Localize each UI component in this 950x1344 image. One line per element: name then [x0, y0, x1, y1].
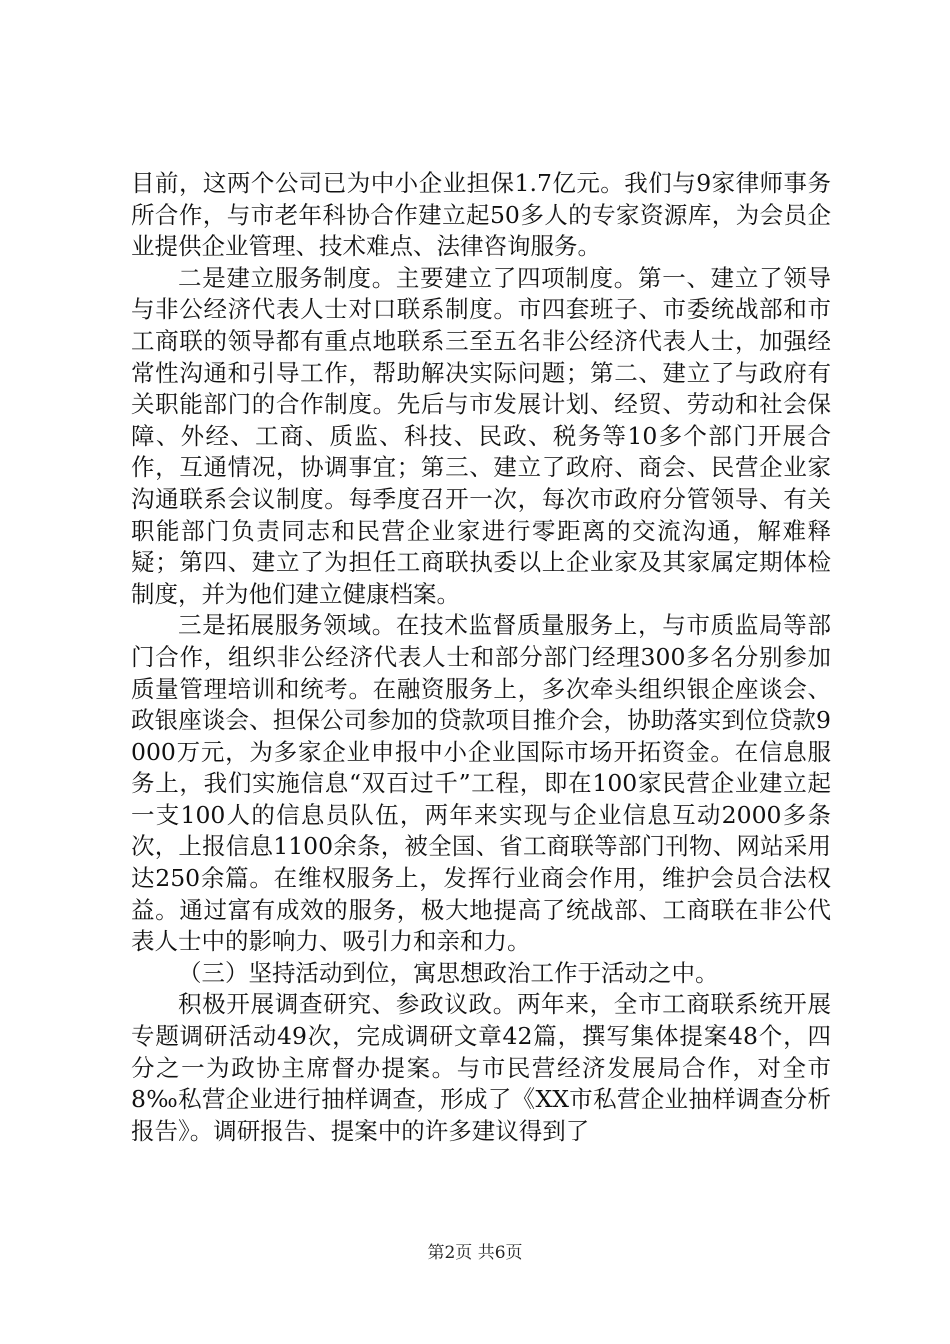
section-heading-3: （三）坚持活动到位，寓思想政治工作于活动之中。	[178, 958, 719, 987]
page-number-label: 第2页 共6页	[427, 1243, 523, 1263]
paragraph-3: 三是拓展服务领域。在技术监督质量服务上，与市质监局等部门合作，组织非公经济代表人士和部分部门经理300多名分别参加质量管理培训和统考。在融资服务上，多次牵头组织银企座谈会、政银座谈会、担保公司参加的贷款项目推介会，协助落实到位贷款9000万元，为多家企业申报中小企业国际市场开拓资金。在信息服务上，我们实施信息“双百过千”工程，即在100家民营企业建立起一支100人的信息员队伍，两年来实现与企业信息互动2000多条次，上报信息1100余条，被全国、省工商联等部门刊物、网站采用达250余篇。在维权服务上，发挥行业商会作用，维护会员合法权益。通过富有成效的服务，极大地提高了统战部、工商联在非公代表人士中的影响力、吸引力和亲和力。	[131, 611, 831, 956]
page-footer	[0, 1243, 950, 1263]
document-body	[131, 168, 831, 1147]
paragraph-2: 二是建立服务制度。主要建立了四项制度。第一、建立了领导与非公经济代表人士对口联系制度。市四套班子、市委统战部和市工商联的领导都有重点地联系三至五名非公经济代表人士，加强经常性沟通和引导工作，帮助解决实际问题；第二、建立了与政府有关职能部门的合作制度。先后与市发展计划、经贸、劳动和社会保障、外经、工商、质监、科技、民政、税务等10多个部门开展合作，互通情况，协调事宜；第三、建立了政府、商会、民营企业家沟通联系会议制度。每季度召开一次，每次市政府分管领导、有关职能部门负责同志和民营企业家进行零距离的交流沟通，解难释疑；第四、建立了为担任工商联执委以上企业家及其家属定期体检制度，并为他们建立健康档案。	[131, 263, 831, 608]
paragraph-1: 目前，这两个公司已为中小企业担保1.7亿元。我们与9家律师事务所合作，与市老年科协合作建立起50多人的专家资源库，为会员企业提供企业管理、技术难点、法律咨询服务。	[131, 169, 831, 261]
paragraph-5: 积极开展调查研究、参政议政。两年来，全市工商联系统开展专题调研活动49次，完成调研文章42篇，撰写集体提案48个，四分之一为政协主席督办提案。与市民营经济发展局合作，对全市8‰私营企业进行抽样调查，形成了《XX市私营企业抽样调查分析报告》。调研报告、提案中的许多建议得到了	[131, 990, 831, 1145]
